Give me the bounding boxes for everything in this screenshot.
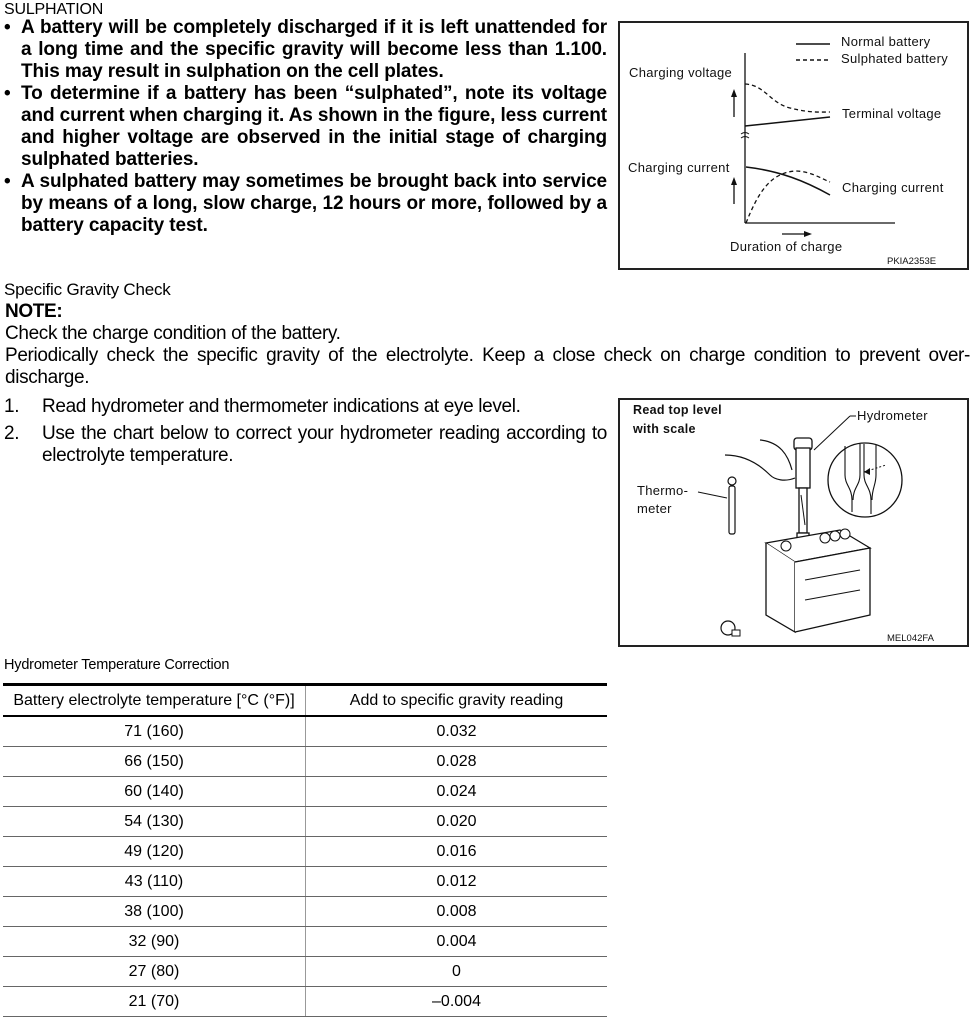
hydrometer-figure bbox=[618, 398, 969, 647]
label-meter: meter bbox=[637, 501, 672, 516]
table-row bbox=[3, 927, 607, 957]
cell-temperature: 54 (130) bbox=[3, 807, 306, 837]
step-number: 2. bbox=[4, 423, 20, 444]
bullet-text: A sulphated battery may sometimes be brought back into service by means of a long, slow charge, 12 hours or more, followed by a battery capacity test. bbox=[21, 171, 607, 236]
cell-temperature: 49 (120) bbox=[3, 837, 306, 867]
sulphation-title: SULPHATION bbox=[4, 1, 104, 18]
label-with-scale: with scale bbox=[633, 422, 696, 436]
cell-temperature: 27 (80) bbox=[3, 957, 306, 987]
cell-correction: 0.012 bbox=[306, 867, 608, 897]
hydrometer-illustration bbox=[620, 400, 967, 645]
step-number: 1. bbox=[4, 396, 20, 417]
label-hydrometer: Hydrometer bbox=[857, 408, 928, 423]
cell-correction: 0 bbox=[306, 957, 608, 987]
cell-correction: 0.028 bbox=[306, 747, 608, 777]
step-item bbox=[0, 396, 607, 418]
steps-list bbox=[0, 396, 607, 472]
cell-temperature: 66 (150) bbox=[3, 747, 306, 777]
cell-temperature: 71 (160) bbox=[3, 716, 306, 747]
table-row bbox=[3, 747, 607, 777]
step-text: Use the chart below to correct your hydrometer reading according to electrolyte temperature. bbox=[42, 423, 607, 466]
charging-characteristics-figure bbox=[618, 21, 969, 270]
note-label: NOTE: bbox=[5, 301, 63, 322]
step-item bbox=[0, 423, 607, 467]
label-duration-of-charge: Duration of charge bbox=[730, 239, 843, 254]
bullet-item bbox=[0, 17, 607, 83]
specific-gravity-title: Specific Gravity Check bbox=[4, 280, 171, 299]
bullet-text: A battery will be completely discharged if it is left unattended for a long time and the specific gravity will become less than 1.100. This may result in sulphation on the cell plates. bbox=[21, 17, 607, 82]
bullet-icon: • bbox=[4, 171, 11, 192]
cell-temperature: 38 (100) bbox=[3, 897, 306, 927]
label-charging-current-curve: Charging current bbox=[842, 180, 944, 195]
table-header-row bbox=[3, 685, 607, 717]
table-row bbox=[3, 837, 607, 867]
cell-temperature: 60 (140) bbox=[3, 777, 306, 807]
header-add-gravity: Add to specific gravity reading bbox=[306, 685, 608, 717]
bullet-item bbox=[0, 83, 607, 171]
cell-correction: 0.024 bbox=[306, 777, 608, 807]
cell-correction: 0.008 bbox=[306, 897, 608, 927]
cell-temperature: 32 (90) bbox=[3, 927, 306, 957]
label-read-top-level: Read top level bbox=[633, 403, 722, 417]
cell-correction: 0.020 bbox=[306, 807, 608, 837]
table-row bbox=[3, 957, 607, 987]
cell-temperature: 43 (110) bbox=[3, 867, 306, 897]
bullet-icon: • bbox=[4, 17, 11, 38]
label-charging-voltage: Charging voltage bbox=[629, 65, 733, 80]
cell-correction: 0.032 bbox=[306, 716, 608, 747]
figure-code: PKIA2353E bbox=[887, 256, 937, 267]
bullet-item bbox=[0, 171, 607, 237]
table-row bbox=[3, 807, 607, 837]
sulphation-bullets bbox=[0, 17, 607, 237]
legend-normal-battery: Normal battery bbox=[841, 34, 931, 49]
table-row bbox=[3, 897, 607, 927]
table-row bbox=[3, 777, 607, 807]
cell-correction: 0.004 bbox=[306, 927, 608, 957]
table-row bbox=[3, 867, 607, 897]
bullet-text: To determine if a battery has been “sulphated”, note its voltage and current when charging it. As shown in the figure, less current and higher voltage are observed in the initial stage of charging sulphated batteries. bbox=[21, 83, 608, 170]
label-charging-current-axis: Charging current bbox=[628, 160, 730, 175]
figure-code: MEL042FA bbox=[887, 633, 934, 644]
table-row bbox=[3, 987, 607, 1017]
cell-temperature: 21 (70) bbox=[3, 987, 306, 1017]
cell-correction: –0.004 bbox=[306, 987, 608, 1017]
label-thermo: Thermo- bbox=[637, 483, 689, 498]
cell-correction: 0.016 bbox=[306, 837, 608, 867]
header-temperature: Battery electrolyte temperature [°C (°F)] bbox=[3, 685, 306, 717]
bullet-icon: • bbox=[4, 83, 11, 104]
note-line-1: Check the charge condition of the battery. bbox=[5, 323, 341, 344]
legend-sulphated-battery: Sulphated battery bbox=[841, 51, 949, 66]
table-title: Hydrometer Temperature Correction bbox=[4, 657, 230, 673]
step-text: Read hydrometer and thermometer indications at eye level. bbox=[42, 396, 521, 417]
correction-table bbox=[3, 683, 607, 1017]
table-row bbox=[3, 716, 607, 747]
label-terminal-voltage: Terminal voltage bbox=[842, 106, 942, 121]
note-line-2: Periodically check the specific gravity of the electrolyte. Keep a close check on charge condition to prevent over-discharge. bbox=[5, 345, 970, 388]
